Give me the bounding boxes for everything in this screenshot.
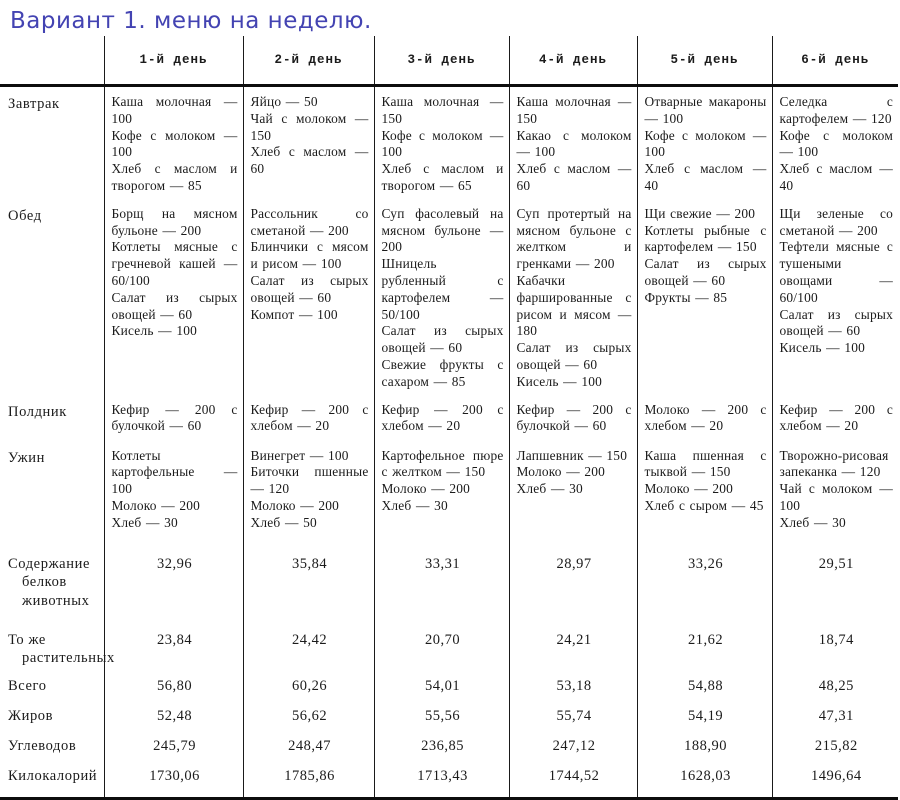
- value-cell: 215,82: [772, 729, 898, 759]
- menu-item: Салат из сырых овощей — 60: [381, 323, 504, 356]
- row-label-text: Полдник: [8, 403, 67, 420]
- value-cell: 54,88: [637, 669, 772, 699]
- menu-cell: [637, 86, 772, 199]
- value-cell: 1785,86: [243, 759, 374, 799]
- row-label: [0, 759, 104, 799]
- menu-item: Какао с молоком — 100: [516, 127, 632, 160]
- value-cell: 248,47: [243, 729, 374, 759]
- menu-cell: [509, 86, 637, 199]
- menu-item: Суп фасолевый на мясном бульоне — 200: [381, 205, 504, 255]
- menu-item: Котлеты рыбные с картофелем — 150: [644, 222, 767, 255]
- menu-item: Кофе с молоком — 100: [644, 127, 767, 160]
- value-cell: 18,74: [772, 623, 898, 669]
- value-cell: 247,12: [509, 729, 637, 759]
- menu-table: [0, 36, 898, 800]
- menu-item: Молоко — 200: [644, 481, 734, 497]
- menu-item: Каша молочная — 150: [381, 94, 504, 126]
- menu-cell: [374, 441, 509, 547]
- row-label-text: То же растительных: [8, 631, 115, 667]
- value-cell: 52,48: [104, 699, 243, 729]
- menu-item: Молоко — 200 с хлебом — 20: [644, 401, 767, 434]
- row-label-text: Жиров: [8, 707, 54, 724]
- value-cell: 24,21: [509, 623, 637, 669]
- row-label: [0, 199, 104, 395]
- menu-item: Компот — 100: [250, 306, 338, 322]
- menu-cell: [772, 441, 898, 547]
- menu-item: Кофе с молоком — 100: [381, 127, 504, 160]
- menu-item: Хлеб — 30: [111, 514, 178, 530]
- value-cell: 33,26: [637, 547, 772, 623]
- menu-cell: [374, 199, 509, 395]
- row-label-text: Килокалорий: [8, 767, 98, 784]
- menu-item: Каша молочная — 100: [111, 94, 238, 126]
- nutrition-row: [0, 729, 898, 759]
- menu-item: Свежие фрукты с сахаром — 85: [381, 356, 504, 389]
- menu-item: Хлеб с маслом — 40: [644, 161, 767, 193]
- menu-item: Хлеб с маслом — 60: [250, 144, 369, 177]
- menu-item: Молоко — 200: [516, 464, 606, 480]
- menu-item: Кефир — 200 с хлебом — 20: [779, 401, 893, 434]
- nutrition-row: [0, 699, 898, 729]
- menu-cell: [243, 86, 374, 199]
- value-cell: 56,62: [243, 699, 374, 729]
- value-cell: 47,31: [772, 699, 898, 729]
- menu-cell: [772, 395, 898, 441]
- menu-item: Биточки пшенные — 120: [250, 464, 369, 497]
- menu-cell: [243, 395, 374, 441]
- nutrition-row: [0, 623, 898, 669]
- value-cell: 35,84: [243, 547, 374, 623]
- menu-item: Каша молочная — 150: [516, 94, 632, 126]
- menu-cell: [637, 441, 772, 547]
- menu-item: Шницель рубленный с картофелем — 50/100: [381, 256, 504, 322]
- menu-item: Суп протертый на мясном бульоне с желтком и гренками — 200: [516, 205, 632, 272]
- menu-item: Чай с молоком — 150: [250, 110, 369, 143]
- menu-item: Кефир — 200 с хлебом — 20: [250, 401, 369, 434]
- menu-item: Картофельное пюре с желтком — 150: [381, 447, 504, 480]
- menu-item: Салат из сырых овощей — 60: [779, 306, 893, 339]
- menu-item: Яйцо — 50: [250, 94, 318, 109]
- menu-cell: [243, 441, 374, 547]
- menu-cell: [374, 86, 509, 199]
- nutrition-row: [0, 669, 898, 699]
- menu-item: Кисель — 100: [516, 373, 603, 389]
- row-label-text: Содержание белков животных: [8, 555, 90, 610]
- menu-item: Салат из сырых овощей — 60: [250, 272, 369, 305]
- menu-item: Молоко — 200: [250, 497, 340, 513]
- menu-item: Кофе с молоком — 100: [779, 127, 893, 160]
- day-header: 5-й день: [637, 36, 772, 86]
- value-cell: 55,74: [509, 699, 637, 729]
- corner-cell: [0, 36, 104, 86]
- menu-item: Хлеб — 30: [516, 481, 583, 497]
- menu-item: Тефтели мясные с тушеными овощами — 60/100: [779, 239, 893, 305]
- menu-item: Салат из сырых овощей — 60: [111, 289, 238, 322]
- day-header: 4-й день: [509, 36, 637, 86]
- menu-item: Хлеб с маслом — 60: [516, 161, 632, 193]
- value-cell: 28,97: [509, 547, 637, 623]
- row-label: [0, 669, 104, 699]
- day-header: 1-й день: [104, 36, 243, 86]
- value-cell: 236,85: [374, 729, 509, 759]
- menu-item: Щи свежие — 200: [644, 205, 756, 221]
- menu-cell: [637, 395, 772, 441]
- meal-row: [0, 395, 898, 441]
- menu-cell: [772, 199, 898, 395]
- menu-cell: [509, 441, 637, 547]
- menu-item: Хлеб с маслом и творогом — 85: [111, 161, 238, 193]
- menu-item: Отварные макароны — 100: [644, 94, 767, 126]
- row-label-text: Обед: [8, 207, 42, 224]
- menu-item: Хлеб — 30: [779, 514, 846, 530]
- menu-cell: [104, 86, 243, 199]
- menu-item: Лапшевник — 150: [516, 447, 628, 463]
- row-label: [0, 441, 104, 547]
- row-label: [0, 699, 104, 729]
- value-cell: 48,25: [772, 669, 898, 699]
- value-cell: 54,01: [374, 669, 509, 699]
- value-cell: 20,70: [374, 623, 509, 669]
- value-cell: 53,18: [509, 669, 637, 699]
- menu-item: Хлеб — 30: [381, 497, 448, 513]
- value-cell: 60,26: [243, 669, 374, 699]
- menu-item: Фрукты — 85: [644, 289, 728, 305]
- row-label-text: Углеводов: [8, 737, 77, 754]
- menu-cell: [772, 86, 898, 199]
- menu-cell: [374, 395, 509, 441]
- menu-cell: [509, 395, 637, 441]
- value-cell: 1496,64: [772, 759, 898, 799]
- nutrition-row: [0, 547, 898, 623]
- menu-cell: [104, 395, 243, 441]
- menu-item: Хлеб с маслом и творогом — 65: [381, 161, 504, 193]
- value-cell: 188,90: [637, 729, 772, 759]
- row-label: [0, 729, 104, 759]
- nutrition-row: [0, 759, 898, 799]
- menu-item: Щи зеленые со сметаной — 200: [779, 205, 893, 238]
- row-label-text: Ужин: [8, 449, 45, 466]
- menu-item: Блинчики с мясом и рисом — 100: [250, 239, 369, 272]
- value-cell: 56,80: [104, 669, 243, 699]
- menu-item: Каша пшенная с тыквой — 150: [644, 447, 767, 480]
- value-cell: 1713,43: [374, 759, 509, 799]
- menu-item: Салат из сырых овощей — 60: [516, 340, 632, 372]
- value-cell: 24,42: [243, 623, 374, 669]
- value-cell: 21,62: [637, 623, 772, 669]
- menu-item: Кефир — 200 с хлебом — 20: [381, 401, 504, 434]
- row-label: [0, 86, 104, 199]
- menu-item: Селедка с картофелем — 120: [779, 94, 893, 126]
- value-cell: 29,51: [772, 547, 898, 623]
- menu-item: Кисель — 100: [111, 323, 198, 339]
- day-header: 2-й день: [243, 36, 374, 86]
- menu-cell: [637, 199, 772, 395]
- row-label: [0, 623, 115, 669]
- meal-row: [0, 86, 898, 199]
- menu-item: Кефир — 200 с булочкой — 60: [516, 401, 632, 434]
- value-cell: 1744,52: [509, 759, 637, 799]
- menu-item: Кисель — 100: [779, 340, 866, 356]
- menu-item: Чай с молоком — 100: [779, 481, 893, 513]
- value-cell: 245,79: [104, 729, 243, 759]
- menu-item: Хлеб — 50: [250, 514, 317, 530]
- menu-cell: [104, 441, 243, 547]
- value-cell: 23,84: [104, 623, 243, 669]
- row-label: [0, 547, 104, 623]
- row-label: [0, 395, 104, 441]
- menu-item: Творожно-рисовая запеканка — 120: [779, 447, 889, 480]
- row-label-text: Всего: [8, 677, 47, 694]
- menu-item: Салат из сырых овощей — 60: [644, 256, 767, 288]
- row-label-text: Завтрак: [8, 96, 60, 112]
- menu-item: Рассольник со сметаной — 200: [250, 205, 369, 238]
- value-cell: 1730,06: [104, 759, 243, 799]
- day-header: 6-й день: [772, 36, 898, 86]
- value-cell: 54,19: [637, 699, 772, 729]
- menu-item: Молоко — 200: [111, 497, 201, 513]
- menu-item: Кофе с молоком — 100: [111, 127, 238, 160]
- page-title: Вариант 1. меню на неделю.: [10, 8, 372, 34]
- value-cell: 32,96: [104, 547, 243, 623]
- menu-item: Кабачки фаршированные с рисом и мясом — 180: [516, 272, 632, 339]
- menu-item: Винегрет — 100: [250, 447, 349, 463]
- day-header: 3-й день: [374, 36, 509, 86]
- header-row: [0, 36, 898, 86]
- menu-item: Хлеб с маслом — 40: [779, 161, 893, 193]
- menu-cell: [104, 199, 243, 395]
- meal-row: [0, 199, 898, 395]
- value-cell: 55,56: [374, 699, 509, 729]
- meal-row: [0, 441, 898, 547]
- menu-item: Котлеты картофельные — 100: [111, 447, 238, 497]
- menu-item: Молоко — 200: [381, 481, 471, 497]
- value-cell: 1628,03: [637, 759, 772, 799]
- menu-item: Котлеты мясные с гречневой кашей — 60/100: [111, 239, 238, 288]
- menu-cell: [509, 199, 637, 395]
- menu-item: Борщ на мясном бульоне — 200: [111, 205, 238, 238]
- menu-cell: [243, 199, 374, 395]
- menu-item: Хлеб с сыром — 45: [644, 497, 764, 513]
- menu-item: Кефир — 200 с булочкой — 60: [111, 401, 238, 434]
- value-cell: 33,31: [374, 547, 509, 623]
